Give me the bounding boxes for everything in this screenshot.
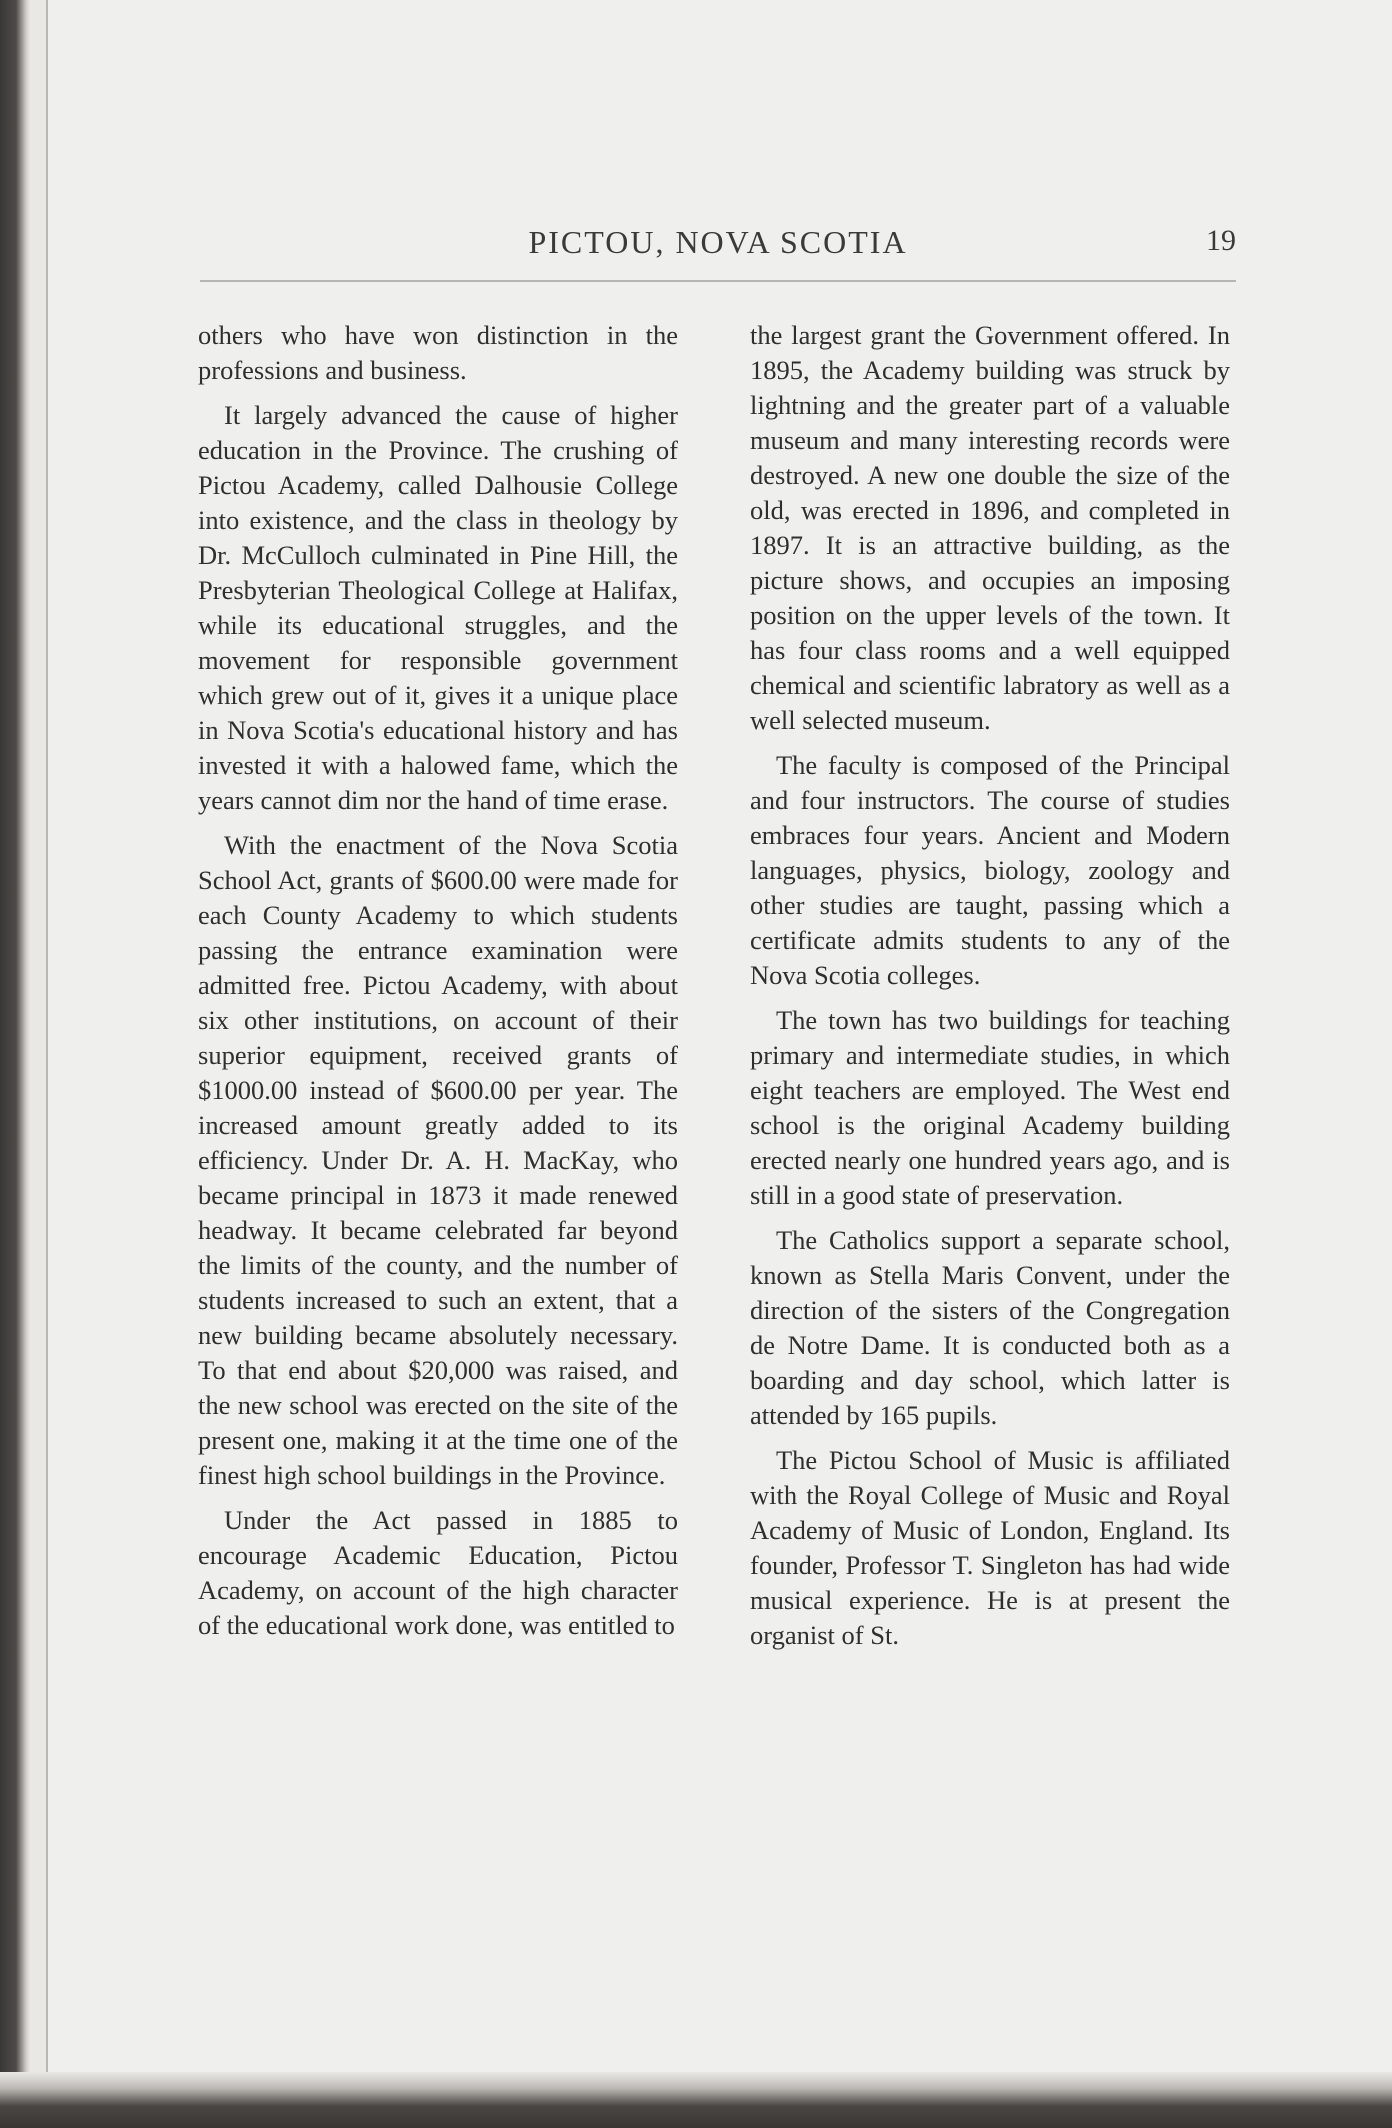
paragraph: the largest grant the Government offered. In 1895, the Academy building was struck by lightning and the greater part of a valuable museum and many interesting records were destroyed. A new one double the size of the old, was erected in 1896, and completed in 1897. It is an attractive building, as the picture shows, and occupies an imposing position on the upper levels of the town. It has four class rooms and a well equipped chemical and scientific labratory as well as a well selected museum. [750,320,1230,735]
page-number: 19 [1206,224,1236,257]
paragraph: It largely advanced the cause of higher education in the Province. The crushing of Pictou Academy, called Dalhousie College into existence, and the class in theology by Dr. McCulloch culminated in Pine Hill, the Presbyterian Theological College at Halifax, while its educational struggles, and the movement for responsible government which grew out of it, gives it a unique place in Nova Scotia's educational history and has invested it with a halowed fame, which the years cannot dim nor the hand of time erase. [198,400,678,815]
paragraph: The Pictou School of Music is affiliated with the Royal College of Music and Royal Academy of Music of London, England. Its founder, Professor T. Singleton has had wide musical experience. He is at present the organist of St. [750,1445,1230,1650]
left-column [198,318,678,1653]
paragraph: The faculty is composed of the Principal and four instructors. The course of studies embraces four years. Ancient and Modern languages, physics, biology, zoology and other studies are taught, passing which a certificate admits students to any of the Nova Scotia colleges. [750,750,1230,990]
book-binding-shadow [0,0,30,2128]
running-title: PICTOU, NOVA SCOTIA [528,224,908,260]
scan-bottom-edge [0,2072,1392,2128]
right-column [750,318,1230,1663]
paragraph: With the enactment of the Nova Scotia School Act, grants of $600.00 were made for each County Academy to which students passing the entrance examination were admitted free. Pictou Academy, with about six other institutions, on account of their superior equipment, received grants of $1000.00 instead of $600.00 per year. The increased amount greatly added to its efficiency. Under Dr. A. H. MacKay, who became principal in 1873 it made renewed headway. It became celebrated far beyond the limits of the county, and the number of students increased to such an extent, that a new building became absolutely necessary. To that end about $20,000 was raised, and the new school was erected on the site of the present one, making it at the time one of the finest high school buildings in the Province. [198,830,678,1490]
paragraph: The town has two buildings for teaching primary and intermediate studies, in which eight teachers are employed. The West end school is the original Academy building erected nearly one hundred years ago, and is still in a good state of preservation. [750,1005,1230,1210]
paragraph: The Catholics support a separate school, known as Stella Maris Convent, under the direction of the sisters of the Congregation de Notre Dame. It is conducted both as a boarding and day school, which latter is attended by 165 pupils. [750,1225,1230,1430]
paragraph: Under the Act passed in 1885 to encourage Academic Education, Pictou Academy, on account of the high character of the educational work done, was entitled to [198,1505,678,1640]
header-rule [200,280,1236,282]
page-header [200,224,1236,274]
paragraph: others who have won distinction in the professions and business. [198,320,678,385]
